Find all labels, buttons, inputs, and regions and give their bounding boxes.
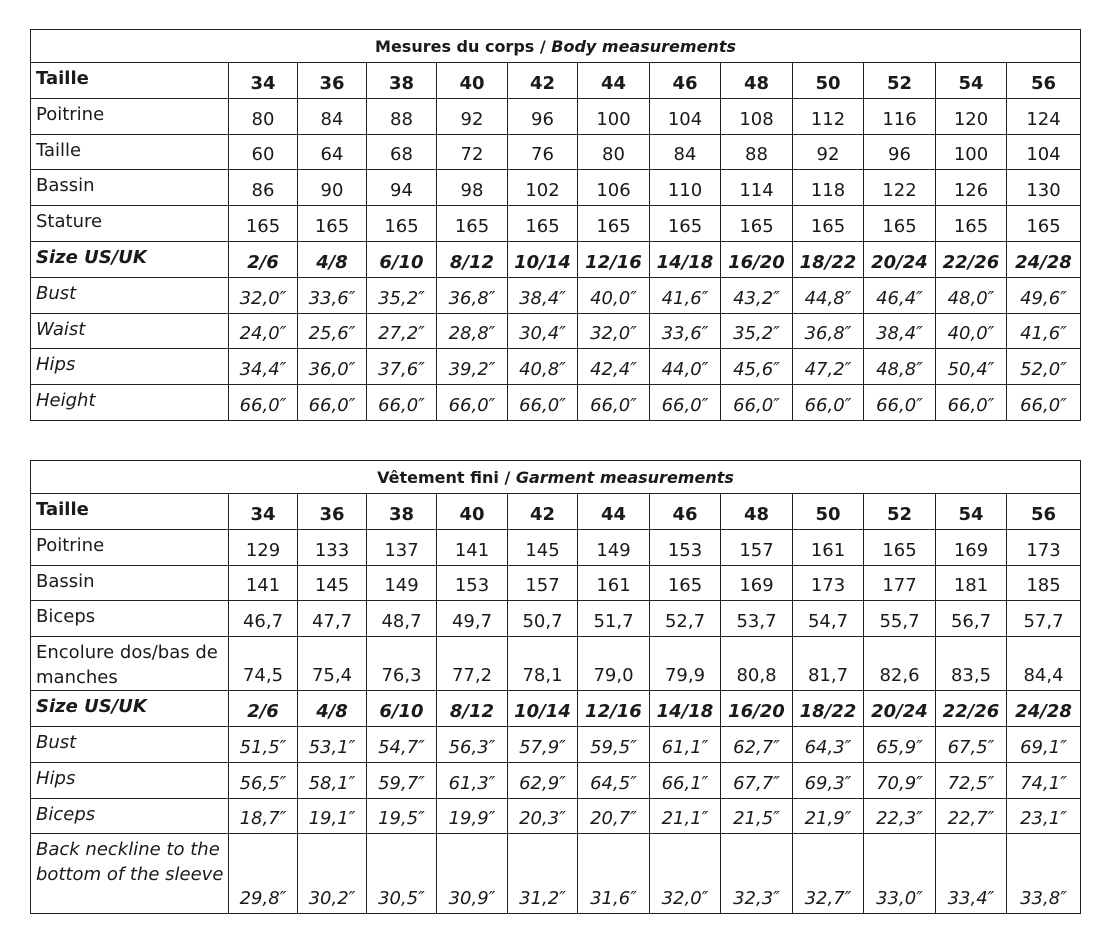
value-cell: 16/20 (721, 241, 793, 277)
row-label: Poitrine (31, 529, 229, 565)
value-cell: 6/10 (367, 691, 437, 727)
value-cell: 102 (508, 170, 578, 206)
value-cell: 48 (721, 494, 793, 530)
value-cell: 66,0″ (650, 385, 721, 421)
table-row (31, 529, 1081, 565)
value-cell: 75,4 (298, 637, 367, 691)
value-cell: 4/8 (298, 691, 367, 727)
value-cell: 36,8″ (793, 313, 864, 349)
value-cell: 122 (864, 170, 936, 206)
value-cell: 8/12 (437, 241, 508, 277)
table-row (31, 241, 1081, 277)
value-cell: 18/22 (793, 241, 864, 277)
table-row (31, 98, 1081, 134)
value-cell: 62,9″ (508, 762, 578, 798)
value-cell: 16/20 (721, 691, 793, 727)
value-cell: 145 (298, 565, 367, 601)
value-cell: 80 (578, 134, 650, 170)
value-cell: 56,5″ (229, 762, 298, 798)
value-cell: 33,0″ (864, 834, 936, 914)
value-cell: 165 (650, 206, 721, 242)
value-cell: 161 (578, 565, 650, 601)
value-cell: 84 (650, 134, 721, 170)
table-row (31, 63, 1081, 99)
value-cell: 106 (578, 170, 650, 206)
value-cell: 62,7″ (721, 726, 793, 762)
value-cell: 40 (437, 494, 508, 530)
value-cell: 30,9″ (437, 834, 508, 914)
value-cell: 165 (508, 206, 578, 242)
value-cell: 24/28 (1007, 691, 1081, 727)
value-cell: 48 (721, 63, 793, 99)
value-cell: 32,7″ (793, 834, 864, 914)
value-cell: 66,0″ (793, 385, 864, 421)
value-cell: 12/16 (578, 241, 650, 277)
value-cell: 67,5″ (936, 726, 1007, 762)
value-cell: 52,7 (650, 601, 721, 637)
row-label: Bassin (31, 170, 229, 206)
value-cell: 2/6 (229, 241, 298, 277)
value-cell: 53,7 (721, 601, 793, 637)
value-cell: 165 (1007, 206, 1081, 242)
value-cell: 124 (1007, 98, 1081, 134)
value-cell: 51,5″ (229, 726, 298, 762)
value-cell: 46,7 (229, 601, 298, 637)
value-cell: 165 (936, 206, 1007, 242)
value-cell: 46 (650, 494, 721, 530)
value-cell: 80 (229, 98, 298, 134)
row-label: Size US/UK (31, 691, 229, 727)
value-cell: 48,8″ (864, 349, 936, 385)
value-cell: 19,1″ (298, 798, 367, 834)
value-cell: 100 (936, 134, 1007, 170)
table-row (31, 385, 1081, 421)
value-cell: 44 (578, 494, 650, 530)
value-cell: 52 (864, 494, 936, 530)
value-cell: 54 (936, 494, 1007, 530)
value-cell: 60 (229, 134, 298, 170)
value-cell: 44,8″ (793, 277, 864, 313)
value-cell: 47,2″ (793, 349, 864, 385)
table-row (31, 637, 1081, 691)
value-cell: 46 (650, 63, 721, 99)
value-cell: 39,2″ (437, 349, 508, 385)
value-cell: 61,1″ (650, 726, 721, 762)
value-cell: 33,6″ (650, 313, 721, 349)
value-cell: 165 (578, 206, 650, 242)
table-row (31, 565, 1081, 601)
value-cell: 76 (508, 134, 578, 170)
value-cell: 98 (437, 170, 508, 206)
value-cell: 157 (508, 565, 578, 601)
value-cell: 84,4 (1007, 637, 1081, 691)
value-cell: 59,5″ (578, 726, 650, 762)
value-cell: 41,6″ (650, 277, 721, 313)
value-cell: 66,0″ (578, 385, 650, 421)
table-row (31, 134, 1081, 170)
value-cell: 165 (793, 206, 864, 242)
value-cell: 66,1″ (650, 762, 721, 798)
value-cell: 20,3″ (508, 798, 578, 834)
row-label: Waist (31, 313, 229, 349)
value-cell: 169 (936, 529, 1007, 565)
value-cell: 24/28 (1007, 241, 1081, 277)
value-cell: 56 (1007, 63, 1081, 99)
value-cell: 66,0″ (298, 385, 367, 421)
value-cell: 96 (508, 98, 578, 134)
value-cell: 149 (367, 565, 437, 601)
value-cell: 25,6″ (298, 313, 367, 349)
value-cell: 82,6 (864, 637, 936, 691)
garment-measurements-table (30, 460, 1081, 914)
value-cell: 20/24 (864, 691, 936, 727)
value-cell: 21,5″ (721, 798, 793, 834)
value-cell: 157 (721, 529, 793, 565)
value-cell: 36 (298, 494, 367, 530)
value-cell: 165 (298, 206, 367, 242)
value-cell: 165 (864, 529, 936, 565)
value-cell: 31,2″ (508, 834, 578, 914)
body-measurements-table (30, 29, 1081, 421)
value-cell: 110 (650, 170, 721, 206)
table-title-en: Body measurements (551, 36, 736, 56)
value-cell: 19,9″ (437, 798, 508, 834)
value-cell: 46,4″ (864, 277, 936, 313)
value-cell: 173 (1007, 529, 1081, 565)
value-cell: 64,3″ (793, 726, 864, 762)
value-cell: 2/6 (229, 691, 298, 727)
table-row (31, 691, 1081, 727)
value-cell: 100 (578, 98, 650, 134)
value-cell: 10/14 (508, 241, 578, 277)
value-cell: 35,2″ (367, 277, 437, 313)
value-cell: 129 (229, 529, 298, 565)
value-cell: 35,2″ (721, 313, 793, 349)
value-cell: 37,6″ (367, 349, 437, 385)
value-cell: 114 (721, 170, 793, 206)
value-cell: 22/26 (936, 241, 1007, 277)
table-row (31, 834, 1081, 914)
row-label: Hips (31, 762, 229, 798)
value-cell: 64,5″ (578, 762, 650, 798)
value-cell: 57,9″ (508, 726, 578, 762)
value-cell: 22/26 (936, 691, 1007, 727)
value-cell: 165 (721, 206, 793, 242)
value-cell: 50,7 (508, 601, 578, 637)
value-cell: 177 (864, 565, 936, 601)
value-cell: 50 (793, 63, 864, 99)
value-cell: 153 (650, 529, 721, 565)
value-cell: 45,6″ (721, 349, 793, 385)
table-title (31, 461, 1081, 494)
value-cell: 36,0″ (298, 349, 367, 385)
value-cell: 165 (864, 206, 936, 242)
value-cell: 66,0″ (229, 385, 298, 421)
value-cell: 120 (936, 98, 1007, 134)
value-cell: 66,0″ (437, 385, 508, 421)
value-cell: 80,8 (721, 637, 793, 691)
row-label: Taille (31, 134, 229, 170)
value-cell: 34 (229, 63, 298, 99)
table-title-fr: Vêtement fini (377, 467, 499, 487)
value-cell: 12/16 (578, 691, 650, 727)
table-title-row (31, 30, 1081, 63)
value-cell: 173 (793, 565, 864, 601)
value-cell: 81,7 (793, 637, 864, 691)
value-cell: 40,0″ (578, 277, 650, 313)
value-cell: 118 (793, 170, 864, 206)
value-cell: 38,4″ (508, 277, 578, 313)
value-cell: 49,7 (437, 601, 508, 637)
value-cell: 30,4″ (508, 313, 578, 349)
value-cell: 44 (578, 63, 650, 99)
value-cell: 137 (367, 529, 437, 565)
value-cell: 74,1″ (1007, 762, 1081, 798)
table-row (31, 206, 1081, 242)
value-cell: 18,7″ (229, 798, 298, 834)
table-title (31, 30, 1081, 63)
value-cell: 42,4″ (578, 349, 650, 385)
value-cell: 14/18 (650, 241, 721, 277)
value-cell: 65,9″ (864, 726, 936, 762)
value-cell: 165 (229, 206, 298, 242)
value-cell: 145 (508, 529, 578, 565)
value-cell: 79,9 (650, 637, 721, 691)
value-cell: 108 (721, 98, 793, 134)
row-label: Taille (31, 494, 229, 530)
value-cell: 116 (864, 98, 936, 134)
value-cell: 57,7 (1007, 601, 1081, 637)
value-cell: 72 (437, 134, 508, 170)
value-cell: 70,9″ (864, 762, 936, 798)
value-cell: 32,0″ (650, 834, 721, 914)
value-cell: 8/12 (437, 691, 508, 727)
row-label: Hips (31, 349, 229, 385)
row-label: Bassin (31, 565, 229, 601)
value-cell: 66,0″ (864, 385, 936, 421)
value-cell: 66,0″ (1007, 385, 1081, 421)
table-title-separator: / (534, 36, 552, 56)
value-cell: 14/18 (650, 691, 721, 727)
value-cell: 83,5 (936, 637, 1007, 691)
value-cell: 79,0 (578, 637, 650, 691)
value-cell: 43,2″ (721, 277, 793, 313)
value-cell: 90 (298, 170, 367, 206)
table-title-en: Garment measurements (515, 467, 734, 487)
row-label: Poitrine (31, 98, 229, 134)
value-cell: 20/24 (864, 241, 936, 277)
value-cell: 92 (437, 98, 508, 134)
value-cell: 56,7 (936, 601, 1007, 637)
value-cell: 38 (367, 63, 437, 99)
value-cell: 27,2″ (367, 313, 437, 349)
table-title-row (31, 461, 1081, 494)
value-cell: 32,0″ (578, 313, 650, 349)
row-label: Encolure dos/bas de manches (31, 637, 229, 691)
value-cell: 104 (650, 98, 721, 134)
value-cell: 64 (298, 134, 367, 170)
value-cell: 56 (1007, 494, 1081, 530)
value-cell: 77,2 (437, 637, 508, 691)
value-cell: 34 (229, 494, 298, 530)
value-cell: 47,7 (298, 601, 367, 637)
row-label: Stature (31, 206, 229, 242)
value-cell: 51,7 (578, 601, 650, 637)
value-cell: 126 (936, 170, 1007, 206)
value-cell: 38 (367, 494, 437, 530)
table-row (31, 726, 1081, 762)
value-cell: 66,0″ (721, 385, 793, 421)
value-cell: 42 (508, 63, 578, 99)
value-cell: 88 (367, 98, 437, 134)
row-label: Bust (31, 726, 229, 762)
value-cell: 10/14 (508, 691, 578, 727)
value-cell: 41,6″ (1007, 313, 1081, 349)
value-cell: 165 (437, 206, 508, 242)
table-row (31, 601, 1081, 637)
value-cell: 44,0″ (650, 349, 721, 385)
value-cell: 61,3″ (437, 762, 508, 798)
value-cell: 72,5″ (936, 762, 1007, 798)
value-cell: 181 (936, 565, 1007, 601)
value-cell: 19,5″ (367, 798, 437, 834)
table-row (31, 170, 1081, 206)
value-cell: 40,0″ (936, 313, 1007, 349)
value-cell: 104 (1007, 134, 1081, 170)
value-cell: 96 (864, 134, 936, 170)
table-row (31, 349, 1081, 385)
value-cell: 29,8″ (229, 834, 298, 914)
value-cell: 74,5 (229, 637, 298, 691)
value-cell: 32,3″ (721, 834, 793, 914)
value-cell: 149 (578, 529, 650, 565)
value-cell: 28,8″ (437, 313, 508, 349)
value-cell: 40 (437, 63, 508, 99)
table-row (31, 313, 1081, 349)
value-cell: 50,4″ (936, 349, 1007, 385)
value-cell: 66,0″ (367, 385, 437, 421)
value-cell: 33,6″ (298, 277, 367, 313)
value-cell: 58,1″ (298, 762, 367, 798)
value-cell: 76,3 (367, 637, 437, 691)
value-cell: 153 (437, 565, 508, 601)
value-cell: 54 (936, 63, 1007, 99)
value-cell: 165 (367, 206, 437, 242)
value-cell: 54,7″ (367, 726, 437, 762)
value-cell: 48,0″ (936, 277, 1007, 313)
value-cell: 141 (229, 565, 298, 601)
row-label: Taille (31, 63, 229, 99)
row-label: Biceps (31, 798, 229, 834)
value-cell: 130 (1007, 170, 1081, 206)
value-cell: 32,0″ (229, 277, 298, 313)
row-label: Bust (31, 277, 229, 313)
value-cell: 34,4″ (229, 349, 298, 385)
value-cell: 30,2″ (298, 834, 367, 914)
value-cell: 141 (437, 529, 508, 565)
value-cell: 94 (367, 170, 437, 206)
value-cell: 66,0″ (508, 385, 578, 421)
value-cell: 23,1″ (1007, 798, 1081, 834)
value-cell: 78,1 (508, 637, 578, 691)
value-cell: 48,7 (367, 601, 437, 637)
value-cell: 55,7 (864, 601, 936, 637)
value-cell: 133 (298, 529, 367, 565)
value-cell: 4/8 (298, 241, 367, 277)
value-cell: 56,3″ (437, 726, 508, 762)
table-row (31, 277, 1081, 313)
value-cell: 169 (721, 565, 793, 601)
value-cell: 54,7 (793, 601, 864, 637)
value-cell: 84 (298, 98, 367, 134)
value-cell: 53,1″ (298, 726, 367, 762)
value-cell: 18/22 (793, 691, 864, 727)
value-cell: 161 (793, 529, 864, 565)
value-cell: 31,6″ (578, 834, 650, 914)
value-cell: 36,8″ (437, 277, 508, 313)
value-cell: 42 (508, 494, 578, 530)
table-row (31, 494, 1081, 530)
value-cell: 6/10 (367, 241, 437, 277)
value-cell: 69,3″ (793, 762, 864, 798)
value-cell: 69,1″ (1007, 726, 1081, 762)
table-title-separator: / (498, 467, 516, 487)
row-label: Height (31, 385, 229, 421)
value-cell: 165 (650, 565, 721, 601)
value-cell: 36 (298, 63, 367, 99)
value-cell: 88 (721, 134, 793, 170)
value-cell: 52 (864, 63, 936, 99)
value-cell: 86 (229, 170, 298, 206)
value-cell: 21,1″ (650, 798, 721, 834)
value-cell: 112 (793, 98, 864, 134)
value-cell: 40,8″ (508, 349, 578, 385)
value-cell: 66,0″ (936, 385, 1007, 421)
value-cell: 22,3″ (864, 798, 936, 834)
value-cell: 49,6″ (1007, 277, 1081, 313)
table-row (31, 798, 1081, 834)
value-cell: 22,7″ (936, 798, 1007, 834)
value-cell: 20,7″ (578, 798, 650, 834)
value-cell: 21,9″ (793, 798, 864, 834)
row-label: Size US/UK (31, 241, 229, 277)
value-cell: 67,7″ (721, 762, 793, 798)
row-label: Biceps (31, 601, 229, 637)
value-cell: 33,8″ (1007, 834, 1081, 914)
row-label: Back neckline to the bottom of the sleeve (31, 834, 229, 914)
value-cell: 38,4″ (864, 313, 936, 349)
value-cell: 33,4″ (936, 834, 1007, 914)
value-cell: 185 (1007, 565, 1081, 601)
value-cell: 50 (793, 494, 864, 530)
table-title-fr: Mesures du corps (375, 36, 535, 56)
value-cell: 24,0″ (229, 313, 298, 349)
table-row (31, 762, 1081, 798)
value-cell: 92 (793, 134, 864, 170)
value-cell: 68 (367, 134, 437, 170)
value-cell: 59,7″ (367, 762, 437, 798)
value-cell: 52,0″ (1007, 349, 1081, 385)
value-cell: 30,5″ (367, 834, 437, 914)
